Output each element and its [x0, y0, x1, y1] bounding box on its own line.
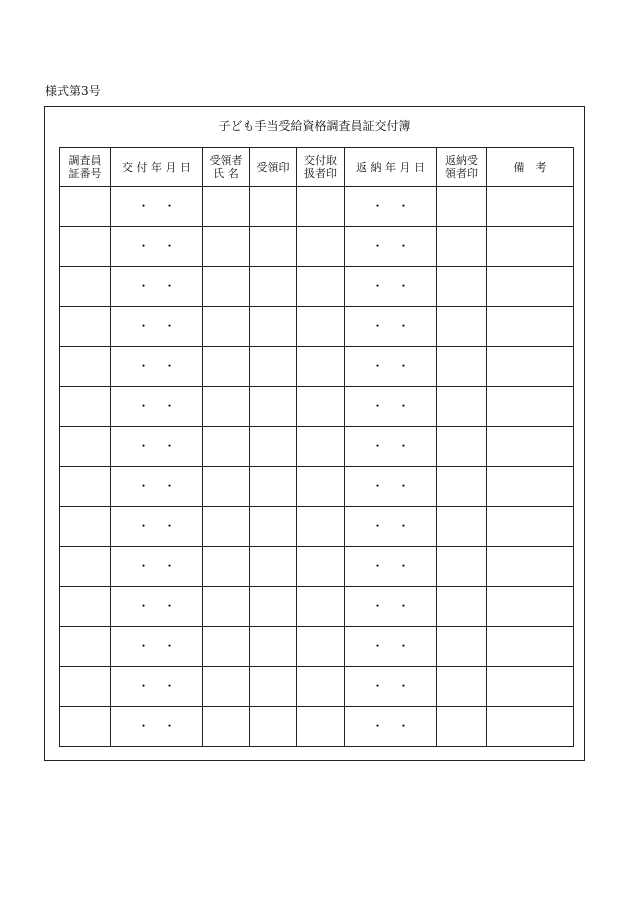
id-number-cell — [60, 587, 111, 627]
date-placeholder: ・・ — [371, 319, 424, 333]
table-row — [60, 707, 574, 747]
issuer-seal-cell — [297, 387, 345, 427]
id-number-cell — [60, 427, 111, 467]
receipt-seal-cell — [250, 587, 297, 627]
return-date-cell — [345, 467, 437, 507]
table-row — [60, 347, 574, 387]
id-number-cell — [60, 667, 111, 707]
id-number-cell — [60, 227, 111, 267]
recipient-name-cell — [203, 667, 250, 707]
table-row — [60, 427, 574, 467]
date-placeholder: ・・ — [137, 239, 190, 253]
receipt-seal-cell — [250, 667, 297, 707]
receipt-seal-cell — [250, 227, 297, 267]
issue-date-cell — [111, 187, 203, 227]
id-number-cell — [60, 347, 111, 387]
return-date-cell — [345, 627, 437, 667]
date-placeholder: ・・ — [371, 559, 424, 573]
return-date-cell — [345, 507, 437, 547]
issue-date-cell — [111, 547, 203, 587]
date-placeholder: ・・ — [137, 399, 190, 413]
date-placeholder: ・・ — [137, 279, 190, 293]
return-receiver-seal-cell — [437, 707, 487, 747]
header-issue-date — [111, 148, 203, 187]
receipt-seal-cell — [250, 627, 297, 667]
return-date-cell — [345, 427, 437, 467]
issuer-seal-cell — [297, 467, 345, 507]
return-receiver-seal-cell — [437, 667, 487, 707]
date-placeholder: ・・ — [371, 479, 424, 493]
remarks-cell — [487, 467, 574, 507]
issue-date-cell — [111, 587, 203, 627]
recipient-name-cell — [203, 507, 250, 547]
date-placeholder: ・・ — [137, 679, 190, 693]
header-issue-date-label: 交 付 年 月 日 — [122, 160, 191, 174]
recipient-name-cell — [203, 387, 250, 427]
header-receipt-seal — [250, 148, 297, 187]
date-placeholder: ・・ — [371, 279, 424, 293]
register-frame — [44, 106, 585, 761]
receipt-seal-cell — [250, 187, 297, 227]
issue-date-cell — [111, 387, 203, 427]
register-body — [60, 187, 574, 747]
return-receiver-seal-cell — [437, 267, 487, 307]
header-return-date-label: 返 納 年 月 日 — [356, 160, 425, 174]
table-row — [60, 187, 574, 227]
table-row — [60, 547, 574, 587]
recipient-name-cell — [203, 627, 250, 667]
date-placeholder: ・・ — [137, 319, 190, 333]
issue-date-cell — [111, 347, 203, 387]
date-placeholder: ・・ — [137, 439, 190, 453]
issue-date-cell — [111, 507, 203, 547]
issuer-seal-cell — [297, 347, 345, 387]
header-remarks-label: 備 考 — [513, 160, 547, 174]
recipient-name-cell — [203, 187, 250, 227]
date-placeholder: ・・ — [371, 679, 424, 693]
receipt-seal-cell — [250, 307, 297, 347]
return-date-cell — [345, 667, 437, 707]
recipient-name-cell — [203, 467, 250, 507]
date-placeholder: ・・ — [137, 639, 190, 653]
return-receiver-seal-cell — [437, 427, 487, 467]
id-number-cell — [60, 187, 111, 227]
date-placeholder: ・・ — [137, 559, 190, 573]
recipient-name-cell — [203, 707, 250, 747]
remarks-cell — [487, 347, 574, 387]
return-date-cell — [345, 267, 437, 307]
issue-date-cell — [111, 627, 203, 667]
issuer-seal-cell — [297, 187, 345, 227]
recipient-name-cell — [203, 227, 250, 267]
table-row — [60, 507, 574, 547]
header-return-receiver-seal-line1: 返納受 — [445, 154, 478, 167]
id-number-cell — [60, 547, 111, 587]
date-placeholder: ・・ — [371, 359, 424, 373]
return-receiver-seal-cell — [437, 387, 487, 427]
return-date-cell — [345, 707, 437, 747]
return-receiver-seal-cell — [437, 467, 487, 507]
receipt-seal-cell — [250, 427, 297, 467]
remarks-cell — [487, 547, 574, 587]
header-receipt-seal-label: 受領印 — [256, 160, 290, 174]
id-number-cell — [60, 387, 111, 427]
recipient-name-cell — [203, 307, 250, 347]
header-recipient-name-line2: 氏 名 — [213, 167, 239, 180]
recipient-name-cell — [203, 427, 250, 467]
document-title: 子ども手当受給資格調査員証交付簿 — [218, 119, 411, 133]
header-return-receiver-seal-line2: 領者印 — [445, 167, 478, 180]
return-receiver-seal-cell — [437, 307, 487, 347]
id-number-cell — [60, 467, 111, 507]
header-issuer-seal — [297, 148, 345, 187]
return-date-cell — [345, 547, 437, 587]
table-row — [60, 227, 574, 267]
return-receiver-seal-cell — [437, 187, 487, 227]
header-recipient-name — [203, 148, 250, 187]
remarks-cell — [487, 307, 574, 347]
receipt-seal-cell — [250, 387, 297, 427]
remarks-cell — [487, 507, 574, 547]
date-placeholder: ・・ — [137, 519, 190, 533]
issue-date-cell — [111, 427, 203, 467]
remarks-cell — [487, 707, 574, 747]
date-placeholder: ・・ — [371, 199, 424, 213]
issuer-seal-cell — [297, 547, 345, 587]
table-row — [60, 587, 574, 627]
header-return-receiver-seal — [437, 148, 487, 187]
issuance-register-table — [59, 147, 574, 747]
header-row — [60, 148, 574, 187]
id-number-cell — [60, 627, 111, 667]
issuer-seal-cell — [297, 307, 345, 347]
date-placeholder: ・・ — [371, 639, 424, 653]
date-placeholder: ・・ — [137, 599, 190, 613]
date-placeholder: ・・ — [137, 719, 190, 733]
remarks-cell — [487, 667, 574, 707]
recipient-name-cell — [203, 267, 250, 307]
remarks-cell — [487, 387, 574, 427]
header-recipient-name-line1: 受領者 — [209, 154, 243, 167]
receipt-seal-cell — [250, 467, 297, 507]
table-row — [60, 667, 574, 707]
remarks-cell — [487, 267, 574, 307]
table-row — [60, 307, 574, 347]
issue-date-cell — [111, 267, 203, 307]
issue-date-cell — [111, 707, 203, 747]
header-id-number — [60, 148, 111, 187]
issue-date-cell — [111, 307, 203, 347]
return-date-cell — [345, 227, 437, 267]
id-number-cell — [60, 307, 111, 347]
receipt-seal-cell — [250, 267, 297, 307]
id-number-cell — [60, 267, 111, 307]
date-placeholder: ・・ — [371, 439, 424, 453]
issuer-seal-cell — [297, 667, 345, 707]
receipt-seal-cell — [250, 707, 297, 747]
date-placeholder: ・・ — [137, 359, 190, 373]
issue-date-cell — [111, 667, 203, 707]
return-receiver-seal-cell — [437, 547, 487, 587]
header-id-number-line2: 証番号 — [68, 167, 102, 180]
table-row — [60, 467, 574, 507]
return-receiver-seal-cell — [437, 227, 487, 267]
remarks-cell — [487, 187, 574, 227]
issuer-seal-cell — [297, 627, 345, 667]
receipt-seal-cell — [250, 347, 297, 387]
return-receiver-seal-cell — [437, 507, 487, 547]
header-issuer-seal-line1: 交付取 — [304, 154, 337, 167]
header-issuer-seal-line2: 扱者印 — [304, 167, 337, 180]
recipient-name-cell — [203, 587, 250, 627]
remarks-cell — [487, 587, 574, 627]
id-number-cell — [60, 507, 111, 547]
issuer-seal-cell — [297, 227, 345, 267]
header-remarks — [487, 148, 574, 187]
date-placeholder: ・・ — [137, 479, 190, 493]
date-placeholder: ・・ — [371, 239, 424, 253]
date-placeholder: ・・ — [371, 519, 424, 533]
recipient-name-cell — [203, 547, 250, 587]
recipient-name-cell — [203, 347, 250, 387]
table-row — [60, 387, 574, 427]
return-date-cell — [345, 347, 437, 387]
id-number-cell — [60, 707, 111, 747]
table-row — [60, 267, 574, 307]
return-receiver-seal-cell — [437, 587, 487, 627]
return-date-cell — [345, 187, 437, 227]
remarks-cell — [487, 627, 574, 667]
header-return-date — [345, 148, 437, 187]
issuer-seal-cell — [297, 267, 345, 307]
return-date-cell — [345, 307, 437, 347]
return-date-cell — [345, 587, 437, 627]
issue-date-cell — [111, 227, 203, 267]
issue-date-cell — [111, 467, 203, 507]
return-receiver-seal-cell — [437, 347, 487, 387]
date-placeholder: ・・ — [371, 719, 424, 733]
header-id-number-line1: 調査員 — [68, 154, 102, 167]
form-number-label: 様式第3号 — [45, 84, 101, 98]
return-receiver-seal-cell — [437, 627, 487, 667]
date-placeholder: ・・ — [371, 599, 424, 613]
receipt-seal-cell — [250, 507, 297, 547]
issuer-seal-cell — [297, 427, 345, 467]
remarks-cell — [487, 227, 574, 267]
issuer-seal-cell — [297, 707, 345, 747]
date-placeholder: ・・ — [137, 199, 190, 213]
receipt-seal-cell — [250, 547, 297, 587]
return-date-cell — [345, 387, 437, 427]
issuer-seal-cell — [297, 507, 345, 547]
remarks-cell — [487, 427, 574, 467]
date-placeholder: ・・ — [371, 399, 424, 413]
issuer-seal-cell — [297, 587, 345, 627]
table-row — [60, 627, 574, 667]
